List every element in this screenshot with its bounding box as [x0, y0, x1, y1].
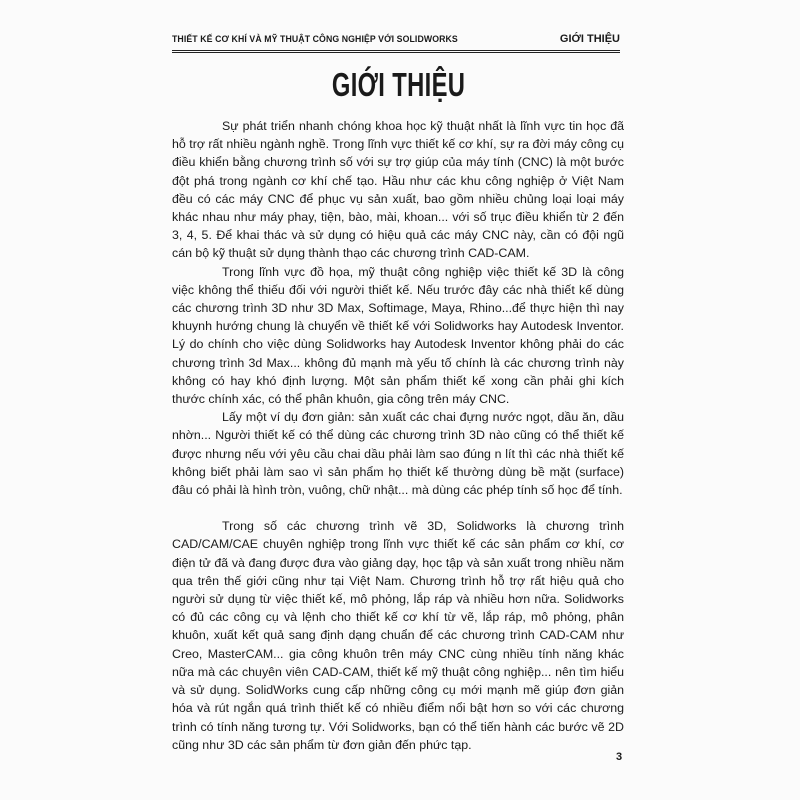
- paragraph-4: Trong số các chương trình vẽ 3D, Solidworks là chương trình CAD/CAM/CAE chuyên nghiệp trong lĩnh vực thiết kế các sản phẩm cơ khí, cơ điện tử đã và đang được đưa vào giảng dạy, học tập và sản xuất trong nhiều năm qua trên thế giới cũng như tại Việt Nam. Chương trình hỗ trợ rất hiệu quả cho người sử dụng từ việc thiết kế, mô phỏng, lắp ráp và nhiều hơn nữa. Solidworks có đủ các công cụ và lệnh cho thiết kế cơ khí từ vẽ, lắp ráp, mô phỏng, phân khuôn, xuất kết quả sang định dạng chuẩn để các chương trình CAD-CAM như Creo, MasterCAM... gia công khuôn trên máy CNC cùng nhiều tính năng khác nữa mà các chuyên viên CAD-CAM, thiết kế mỹ thuật công nghiệp... nên tìm hiểu và sử dụng. SolidWorks cung cấp những công cụ mới mạnh mẽ giúp đơn giản hóa và rút ngắn quá trình thiết kế có nhiều điểm nổi bật hơn so với các chương trình có tính năng tương tự. Với Solidworks, bạn có thể tiến hành các bước vẽ 2D cũng như 3D các sản phẩm từ đơn giản đến phức tạp.: [172, 519, 624, 752]
- paragraph-2: Trong lĩnh vực đồ họa, mỹ thuật công nghiệp việc thiết kế 3D là công việc không thể thiếu đối với người thiết kế. Nếu trước đây các nhà thiết kế dùng các chương trình 3D như 3D Max, Softimage, Maya, Rhino...để thực hiện thì nay khuynh hướng chung là chuyển về thiết kế với Solidworks hay Autodesk Inventor. Lý do chính cho việc dùng Solidworks hay Autodesk Inventor không phải do các chương trình 3d Max... không đủ mạnh mà yếu tố chính là các chương trình này không có hay khó định lượng. Một sản phẩm thiết kế xong cần phải ghi kích thước chính xác, có thể phân khuôn, gia công trên máy CNC.: [172, 264, 624, 407]
- page-number: 3: [616, 751, 623, 763]
- paragraph-3: Lấy một ví dụ đơn giản: sản xuất các chai đựng nước ngọt, dầu ăn, dầu nhờn... Người thiết kế có thể dùng các chương trình 3D nào cũng có thể thiết kế được nhưng nếu với yêu cầu chai dầu phải làm sao đúng n lít thì các nhà thiết kế không biết phải làm sao vì sản phẩm họ thiết kế thường dùng bề mặt (surface) đâu có phải là hình tròn, vuông, chữ nhật... mà dùng các phép tính số học để tính.: [172, 410, 624, 498]
- chapter-title: GIỚI THIỆU: [331, 66, 466, 103]
- body-text: [172, 117, 624, 754]
- running-header: [172, 28, 620, 53]
- running-header-section-title: GIỚI THIỆU: [559, 33, 620, 45]
- paragraph-1: Sự phát triển nhanh chóng khoa học kỹ thuật nhất là lĩnh vực tin học đã hỗ trợ rất nhiều ngành nghề. Trong lĩnh vực thiết kế cơ khí, sự ra đời máy công cụ điều khiển bằng chương trình số với sự trợ giúp của máy tính (CNC) là một bước đột phá trong ngành cơ khí chế tạo. Hầu như các khu công nghiệp ở Việt Nam đều có các máy CNC để phục vụ sản xuất, bao gồm nhiều chủng loại loại máy khác nhau như máy phay, tiện, bào, mài, khoan... với số trục điều khiển từ 2 đến 3, 4, 5. Để khai thác và sử dụng có hiệu quả các máy CNC này, cần có đội ngũ cán bộ kỹ thuật sử dụng thành thạo các chương trình CAD-CAM.: [172, 119, 624, 261]
- running-header-book-title: THIẾT KẾ CƠ KHÍ VÀ MỸ THUẬT CÔNG NGHIỆP VỚI SOLIDWORKS: [172, 34, 458, 45]
